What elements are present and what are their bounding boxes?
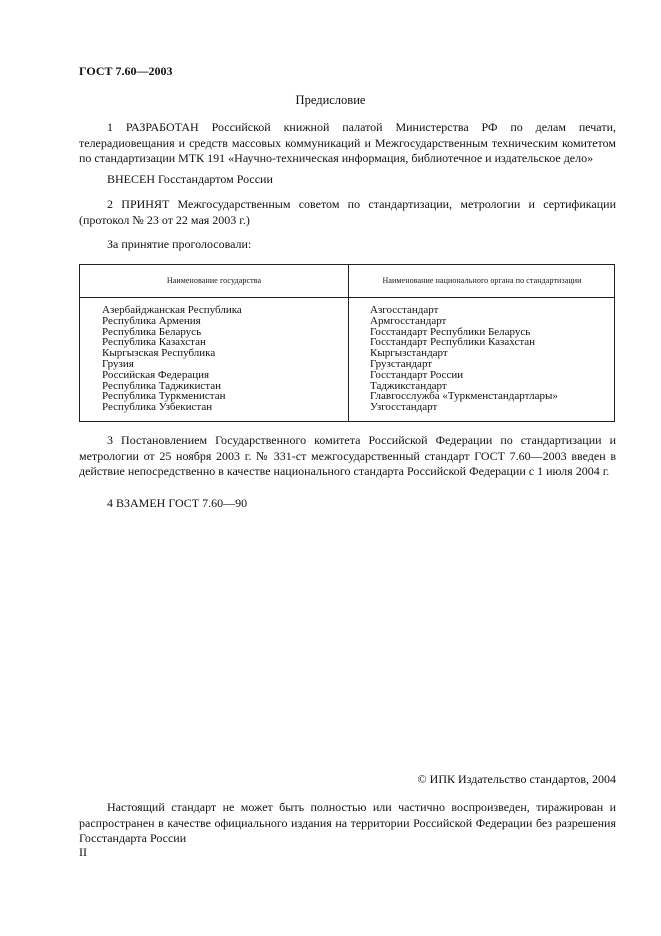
reproduction-notice: Настоящий стандарт не может быть полностью или частично воспроизведен, тиражирован и распространен в качестве официального издания на территории Российской Федерации без разрешения Госстандарта России: [79, 800, 616, 846]
table-cell: Грузия: [102, 357, 134, 370]
paragraph-adopted: 2 ПРИНЯТ Межгосударственным советом по стандартизации, метрологии и сертификации (протокол № 23 от 22 мая 2003 г.): [79, 197, 616, 227]
table-cell: Главгосслужба «Туркменстандартлары»: [370, 390, 558, 403]
paragraph-replaces: 4 ВЗАМЕН ГОСТ 7.60—90: [107, 496, 248, 510]
table-cell: Кыргызстандарт: [370, 347, 448, 360]
states-column: [102, 305, 242, 413]
table-cell: Российская Федерация: [102, 368, 210, 381]
voting-table: [79, 264, 615, 422]
page-number: II: [79, 845, 87, 859]
table-cell: Госстандарт России: [370, 368, 464, 381]
bodies-column: [370, 305, 558, 413]
table-cell: Республика Беларусь: [102, 325, 202, 338]
table-cell: Узгосстандарт: [370, 401, 438, 414]
table-cell: Госстандарт Республики Беларусь: [370, 325, 531, 338]
paragraph-developed: 1 РАЗРАБОТАН Российской книжной палатой Министерства РФ по делам печати, телерадиовещания и средств массовых коммуникаций и Межгосударственным техническим комитетом по стандартизации МТК 191 «Научно-техническая информация, библиотечное и издательское дело»: [79, 120, 616, 166]
paragraph-introduced: ВНЕСЕН Госстандартом России: [107, 172, 273, 186]
paragraph-voted: За принятие проголосовали:: [107, 237, 252, 251]
table-cell: Республика Туркменистан: [102, 390, 226, 403]
paragraph-resolution: 3 Постановлением Государственного комитета Российской Федерации по стандартизации и метрологии от 25 ноября 2003 г. № 331-ст межгосударственный стандарт ГОСТ 7.60—2003 введен в действие непосредственно в качестве национального стандарта Российской Федерации с 1 июля 2004 г.: [79, 433, 616, 479]
table-cell: Армгосстандарт: [370, 314, 447, 327]
table-cell: Республика Казахстан: [102, 336, 206, 349]
table-cell: Азербайджанская Республика: [102, 304, 242, 316]
table-cell: Грузстандарт: [370, 357, 433, 370]
section-title: Предисловие: [295, 93, 366, 107]
table-cell: Госстандарт Республики Казахстан: [370, 336, 536, 349]
table-divider-horizontal: [80, 297, 614, 298]
table-cell: Республика Узбекистан: [102, 401, 213, 414]
standard-code: ГОСТ 7.60—2003: [79, 64, 173, 78]
table-cell: Республика Таджикистан: [102, 379, 221, 392]
table-header-state: Наименование государства: [166, 276, 262, 285]
table-cell: Таджикстандарт: [370, 379, 447, 392]
table-cell: Республика Армения: [102, 314, 201, 327]
table-cell: Кыргызская Республика: [102, 347, 216, 360]
table-header-body: Наименование национального органа по стандартизации: [382, 276, 582, 285]
copyright-line: © ИПК Издательство стандартов, 2004: [417, 772, 616, 786]
table-cell: Азгосстандарт: [370, 304, 439, 316]
